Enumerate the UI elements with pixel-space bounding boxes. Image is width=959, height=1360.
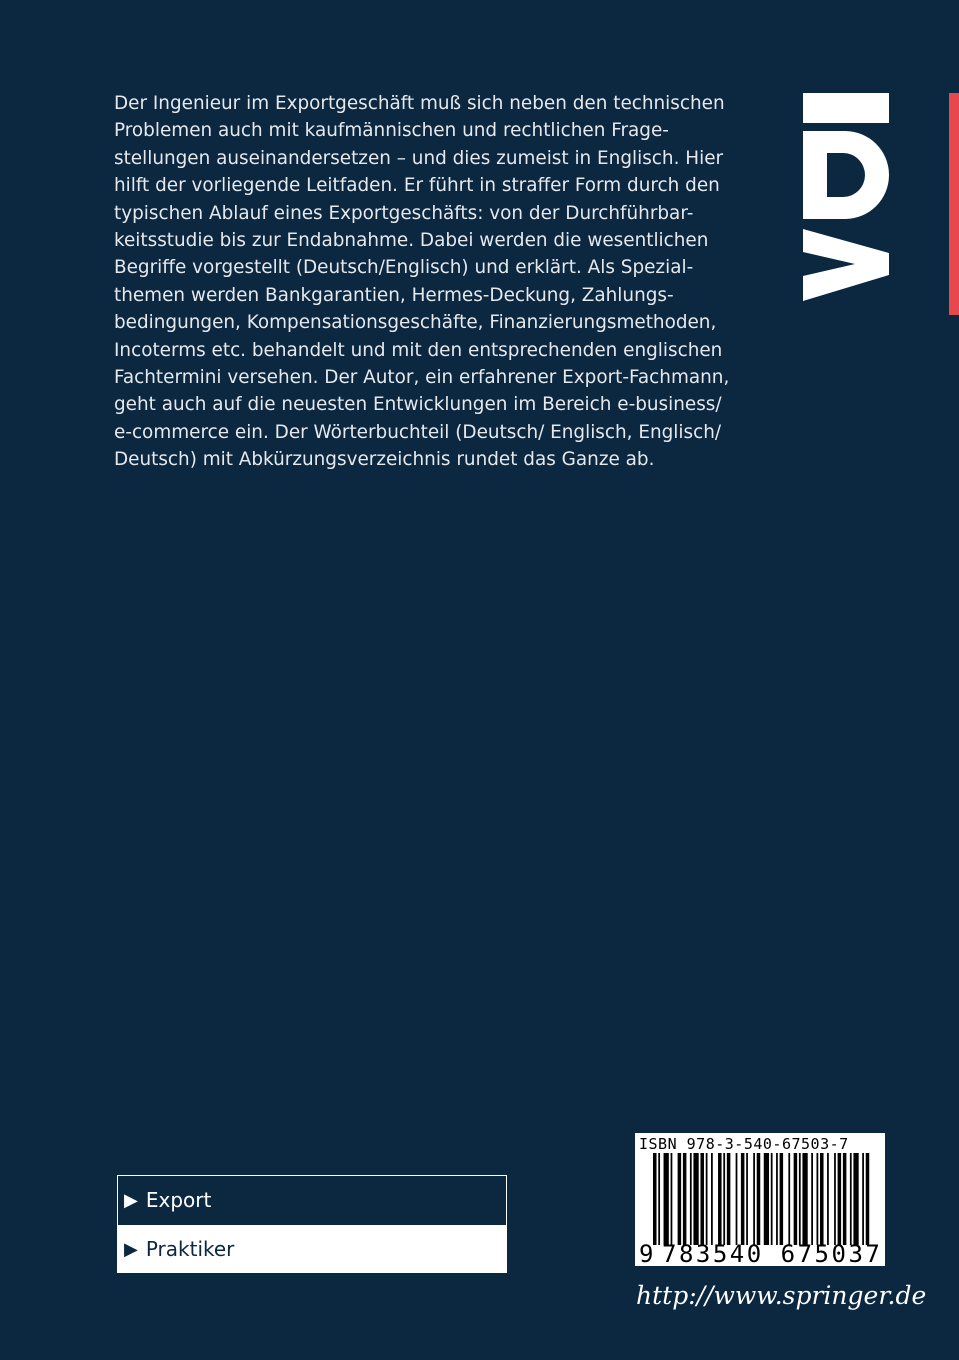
isbn-label: ISBN 978-3-540-67503-7: [639, 1135, 849, 1153]
barcode-bar: [723, 1153, 725, 1245]
blurb-line: Problemen auch mit kaufmännischen und rechtlichen Frage-: [114, 120, 669, 142]
barcode-bar: [690, 1153, 692, 1245]
blurb-line: e-commerce ein. Der Wörterbuchteil (Deutsch/ Englisch, Englisch/: [114, 421, 722, 443]
barcode-bar: [862, 1153, 864, 1245]
barcode-bar: [827, 1153, 829, 1245]
blurb-line: keitsstudie bis zur Endabnahme. Dabei werden die wesentlichen: [114, 230, 709, 252]
series-item-praktiker: [118, 1225, 506, 1273]
series-item-export: [118, 1176, 506, 1224]
barcode-bar: [838, 1153, 842, 1245]
barcode-bar: [757, 1153, 761, 1245]
barcode-bar: [802, 1153, 807, 1245]
barcode-bar: [678, 1153, 682, 1245]
blurb-line: Der Ingenieur im Exportgeschäft muß sich neben den technischen: [114, 93, 725, 114]
barcode-bar: [853, 1153, 858, 1245]
isbn-barcode-box: [635, 1133, 885, 1266]
blurb-line: hilft der vorliegende Leitfaden. Er führt in straffer Form durch den: [114, 175, 720, 197]
blurb-line: Fachtermini versehen. Der Autor, ein erfahrener Export-Fachmann,: [114, 367, 730, 389]
barcode-bar: [788, 1153, 790, 1245]
barcode-bar: [850, 1153, 852, 1245]
barcode-bar: [718, 1153, 722, 1245]
series-box: [117, 1175, 507, 1273]
barcode-bar: [776, 1153, 778, 1245]
barcode-bar: [799, 1153, 801, 1245]
blurb-line: bedingungen, Kompensationsgeschäfte, Finanzierungsmethoden,: [114, 312, 717, 334]
barcode-bar: [843, 1153, 847, 1245]
barcode-bar: [741, 1153, 745, 1245]
publisher-url: http://www.springer.de: [636, 1281, 927, 1310]
barcode-bar: [700, 1153, 704, 1245]
barcode-bar: [764, 1153, 769, 1245]
barcode-bar: [753, 1153, 755, 1245]
ean-first-digit: 9: [639, 1240, 654, 1268]
vdi-logo: [803, 93, 889, 301]
barcode-bar: [653, 1153, 657, 1245]
barcode-bar: [817, 1153, 819, 1245]
barcode-bar: [834, 1153, 836, 1245]
triangle-right-icon: ▶: [124, 1238, 138, 1260]
barcode-bar: [693, 1153, 698, 1245]
series-label: Export: [145, 1188, 212, 1212]
barcode-bar: [746, 1153, 748, 1245]
barcode-bar: [811, 1153, 813, 1245]
series-label: Praktiker: [145, 1237, 235, 1261]
blurb-line: Begriffe vorgestellt (Deutsch/Englisch) und erklärt. Als Spezial-: [114, 257, 694, 279]
red-accent-bar: [949, 93, 959, 315]
barcode-bar: [771, 1153, 773, 1245]
barcode-bar: [866, 1153, 870, 1245]
blurb-line: stellungen auseinandersetzen – und dies zumeist in Englisch. Hier: [114, 147, 724, 169]
barcode-bar: [727, 1153, 731, 1245]
ean-remaining-digits: 783540 675037: [662, 1240, 883, 1268]
blurb-line: geht auch auf die neuesten Entwicklungen im Bereich e-business/: [114, 394, 722, 416]
blurb-line: Incoterms etc. behandelt und mit den entsprechenden englischen: [114, 339, 723, 361]
barcode-bar: [664, 1153, 669, 1245]
triangle-right-icon: ▶: [124, 1189, 138, 1211]
barcode-bar: [820, 1153, 824, 1245]
blurb-line: Deutsch) mit Abkürzungsverzeichnis rundet das Ganze ab.: [114, 449, 655, 471]
barcode-bar: [658, 1153, 660, 1245]
barcode-bar: [711, 1153, 713, 1245]
barcode-bar: [671, 1153, 673, 1245]
blurb-line: typischen Ablauf eines Exportgeschäfts: von der Durchführbar-: [114, 202, 694, 224]
barcode-bar: [736, 1153, 738, 1245]
blurb-line: themen werden Bankgarantien, Hermes-Deckung, Zahlungs-: [114, 284, 674, 306]
barcode-bar: [780, 1153, 784, 1245]
barcode: [653, 1153, 871, 1245]
barcode-bar: [794, 1153, 798, 1245]
barcode-bar: [683, 1153, 687, 1245]
barcode-bar: [706, 1153, 708, 1245]
back-cover-blurb: [114, 90, 754, 474]
